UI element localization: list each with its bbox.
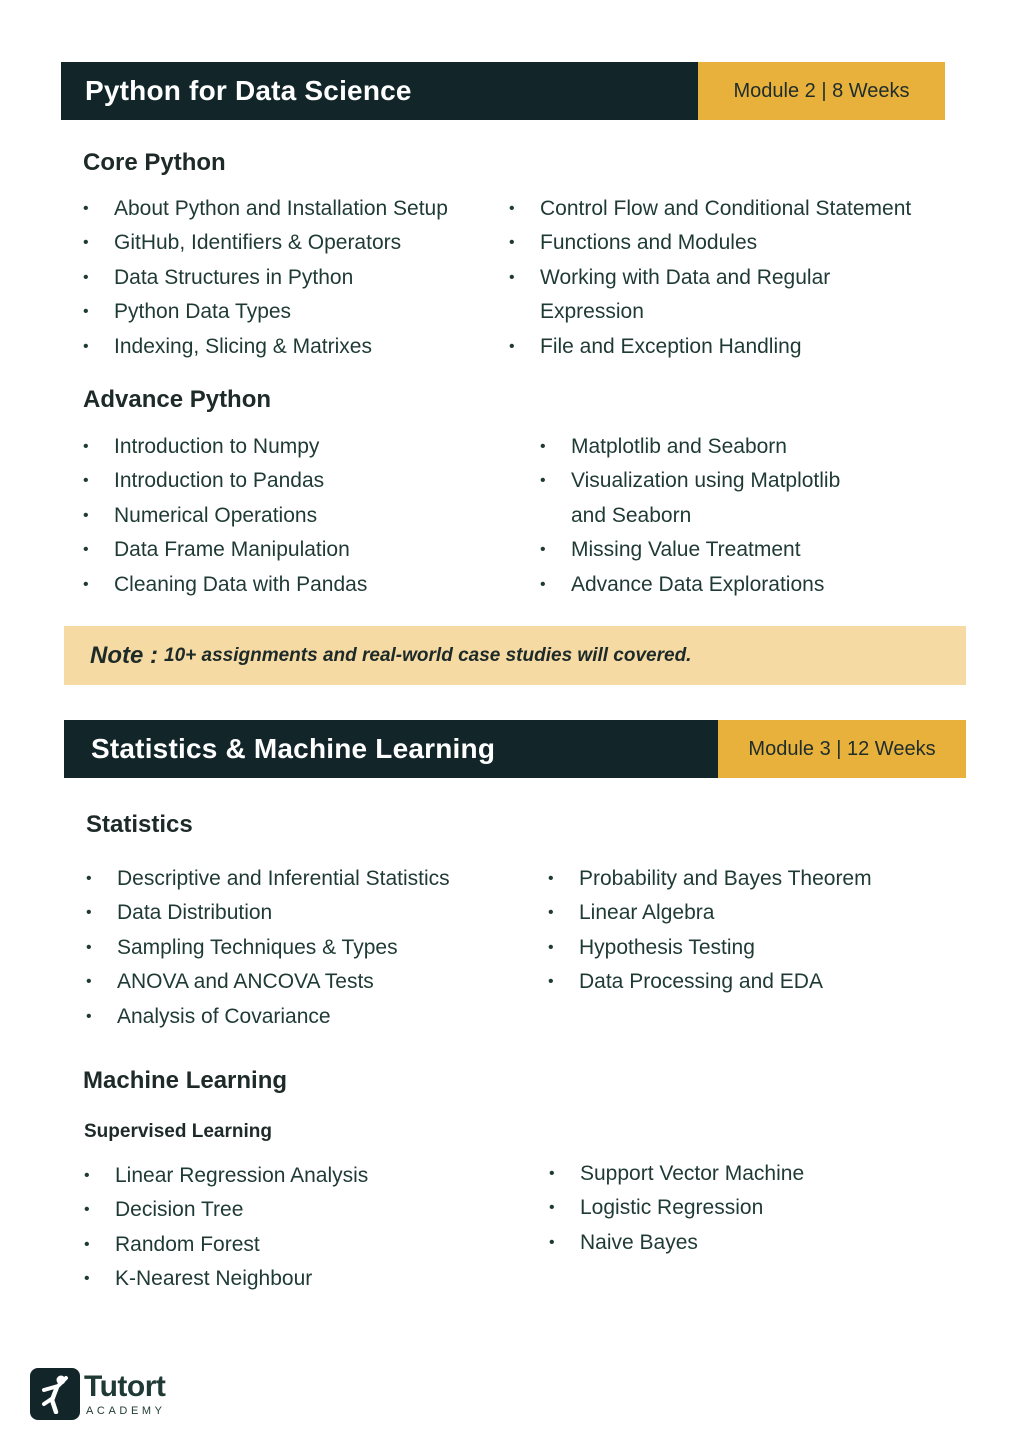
list-item-text: Descriptive and Inferential Statistics: [117, 867, 450, 890]
bullet-icon: •: [540, 472, 546, 490]
list-item-text: Functions and Modules: [540, 231, 758, 255]
list-item-text: Analysis of Covariance: [117, 1004, 331, 1028]
list-item-text: Logistic Regression: [580, 1196, 764, 1220]
bullet-icon: •: [86, 973, 92, 991]
core-python-left-list: [83, 192, 448, 364]
list-item: [86, 965, 450, 999]
bullet-icon: •: [509, 337, 515, 355]
bullet-icon: •: [548, 938, 554, 956]
list-item: [86, 931, 450, 965]
list-item-text: Control Flow and Conditional Statement: [540, 197, 912, 220]
list-item: [83, 192, 448, 226]
list-item-text: Sampling Techniques & Types: [117, 935, 398, 959]
list-item: [549, 1191, 804, 1225]
list-item-text: Linear Algebra: [579, 901, 715, 925]
list-item: [86, 896, 450, 930]
list-item-text: Indexing, Slicing & Matrixes: [114, 334, 372, 358]
list-item: [509, 330, 911, 364]
list-item: [83, 330, 448, 364]
bullet-icon: •: [83, 438, 89, 455]
list-item: [86, 1000, 450, 1034]
list-item: [548, 931, 872, 965]
list-item-text: Introduction to Numpy: [114, 435, 320, 458]
module2-tag: Module 2 | 8 Weeks: [698, 62, 945, 120]
list-item: [86, 862, 450, 896]
list-item-text: File and Exception Handling: [540, 334, 802, 358]
list-item-text: GitHub, Identifiers & Operators: [114, 231, 402, 255]
note-label: Note :: [90, 641, 158, 669]
ml-left-list: [84, 1159, 368, 1297]
list-item: [549, 1157, 804, 1191]
statistics-right-list: [548, 862, 872, 1000]
list-item-continuation: [509, 295, 911, 329]
list-item: [83, 499, 367, 533]
list-item: [83, 226, 448, 260]
bullet-icon: •: [540, 438, 546, 455]
note-text: 10+ assignments and real-world case studies will covered.: [164, 644, 692, 666]
list-item-text: Missing Value Treatment: [571, 538, 801, 562]
bullet-icon: •: [548, 973, 554, 991]
module2-title: Python for Data Science: [61, 62, 698, 120]
bullet-icon: •: [84, 1167, 90, 1184]
list-item-text: Visualization using Matplotlib: [571, 469, 841, 493]
bullet-icon: •: [83, 575, 89, 593]
ml-right-list: [549, 1157, 804, 1260]
advance-python-right-list: [540, 430, 840, 602]
module2-banner: [61, 62, 945, 120]
list-item: [83, 568, 367, 602]
core-python-heading: Core Python: [83, 149, 226, 176]
bullet-icon: •: [509, 268, 515, 286]
supervised-learning-heading: Supervised Learning: [84, 1121, 272, 1142]
list-item: [540, 568, 840, 602]
list-item: [509, 226, 911, 260]
list-item-text: Python Data Types: [114, 300, 292, 324]
list-item: [548, 862, 872, 896]
module3-title: Statistics & Machine Learning: [64, 720, 718, 778]
list-item-text: Numerical Operations: [114, 503, 318, 527]
list-item-text: Linear Regression Analysis: [115, 1164, 369, 1187]
list-item-text: K-Nearest Neighbour: [115, 1267, 313, 1291]
bullet-icon: •: [83, 506, 89, 524]
module3-banner: [64, 720, 966, 778]
logo-brand: Tutort: [84, 1369, 166, 1403]
logo-sub: ACADEMY: [86, 1404, 166, 1417]
list-item-text: Data Structures in Python: [114, 265, 354, 289]
list-item-text: Naive Bayes: [580, 1230, 698, 1254]
list-item-continuation: [540, 499, 840, 533]
bullet-icon: •: [83, 303, 89, 321]
list-item: [540, 464, 840, 498]
bullet-icon: •: [540, 575, 546, 593]
bullet-icon: •: [549, 1199, 555, 1217]
bullet-icon: •: [509, 200, 515, 217]
list-item: [83, 533, 367, 567]
note-box: [64, 626, 966, 685]
list-item-text: Decision Tree: [115, 1198, 244, 1222]
bullet-icon: •: [548, 870, 554, 887]
list-item: [83, 464, 367, 498]
list-item-text: Random Forest: [115, 1232, 260, 1256]
statistics-left-list: [86, 862, 450, 1034]
list-item-text: Probability and Bayes Theorem: [579, 867, 872, 890]
list-item-text: Data Distribution: [117, 901, 273, 925]
list-item-text: ANOVA and ANCOVA Tests: [117, 970, 374, 994]
bullet-icon: •: [83, 268, 89, 286]
list-item: [83, 261, 448, 295]
machine-learning-heading: Machine Learning: [83, 1067, 288, 1094]
list-item-text: Hypothesis Testing: [579, 935, 755, 959]
list-item: [548, 896, 872, 930]
list-item: [548, 965, 872, 999]
list-item: [84, 1193, 368, 1227]
bullet-icon: •: [83, 234, 89, 252]
core-python-right-list: [509, 192, 911, 364]
list-item-text: Cleaning Data with Pandas: [114, 572, 368, 596]
bullet-icon: •: [86, 1007, 92, 1025]
list-item: [84, 1228, 368, 1262]
bullet-icon: •: [84, 1201, 90, 1219]
list-item: [509, 261, 911, 295]
list-item-text: Data Frame Manipulation: [114, 538, 350, 562]
list-item-text: Data Processing and EDA: [579, 970, 823, 994]
bullet-icon: •: [83, 541, 89, 559]
bullet-icon: •: [548, 904, 554, 922]
list-item-text: Matplotlib and Seaborn: [571, 435, 787, 458]
list-item: [509, 192, 911, 226]
bullet-icon: •: [549, 1233, 555, 1251]
list-item-text: Expression: [540, 300, 644, 324]
bullet-icon: •: [84, 1235, 90, 1253]
list-item-text: Advance Data Explorations: [571, 572, 825, 596]
list-item-text: About Python and Installation Setup: [114, 197, 448, 220]
tutort-academy-logo: [30, 1368, 166, 1420]
bullet-icon: •: [509, 234, 515, 252]
list-item: [540, 430, 840, 464]
list-item: [83, 295, 448, 329]
bullet-icon: •: [86, 904, 92, 922]
list-item: [84, 1159, 368, 1193]
list-item-text: Working with Data and Regular: [540, 265, 831, 289]
list-item: [83, 430, 367, 464]
module3-tag: Module 3 | 12 Weeks: [718, 720, 966, 778]
bullet-icon: •: [83, 200, 89, 217]
bullet-icon: •: [86, 870, 92, 887]
bullet-icon: •: [540, 541, 546, 559]
bullet-icon: •: [83, 337, 89, 355]
advance-python-left-list: [83, 430, 367, 602]
list-item: [549, 1226, 804, 1260]
list-item-text: Support Vector Machine: [580, 1162, 805, 1185]
statistics-heading: Statistics: [86, 811, 193, 838]
list-item: [84, 1262, 368, 1296]
bullet-icon: •: [84, 1270, 90, 1288]
bullet-icon: •: [86, 938, 92, 956]
list-item: [540, 533, 840, 567]
runner-icon: [30, 1368, 80, 1420]
bullet-icon: •: [83, 472, 89, 490]
advance-python-heading: Advance Python: [83, 386, 272, 413]
list-item-text: Introduction to Pandas: [114, 469, 325, 493]
list-item-text: and Seaborn: [571, 503, 692, 527]
bullet-icon: •: [549, 1165, 555, 1182]
